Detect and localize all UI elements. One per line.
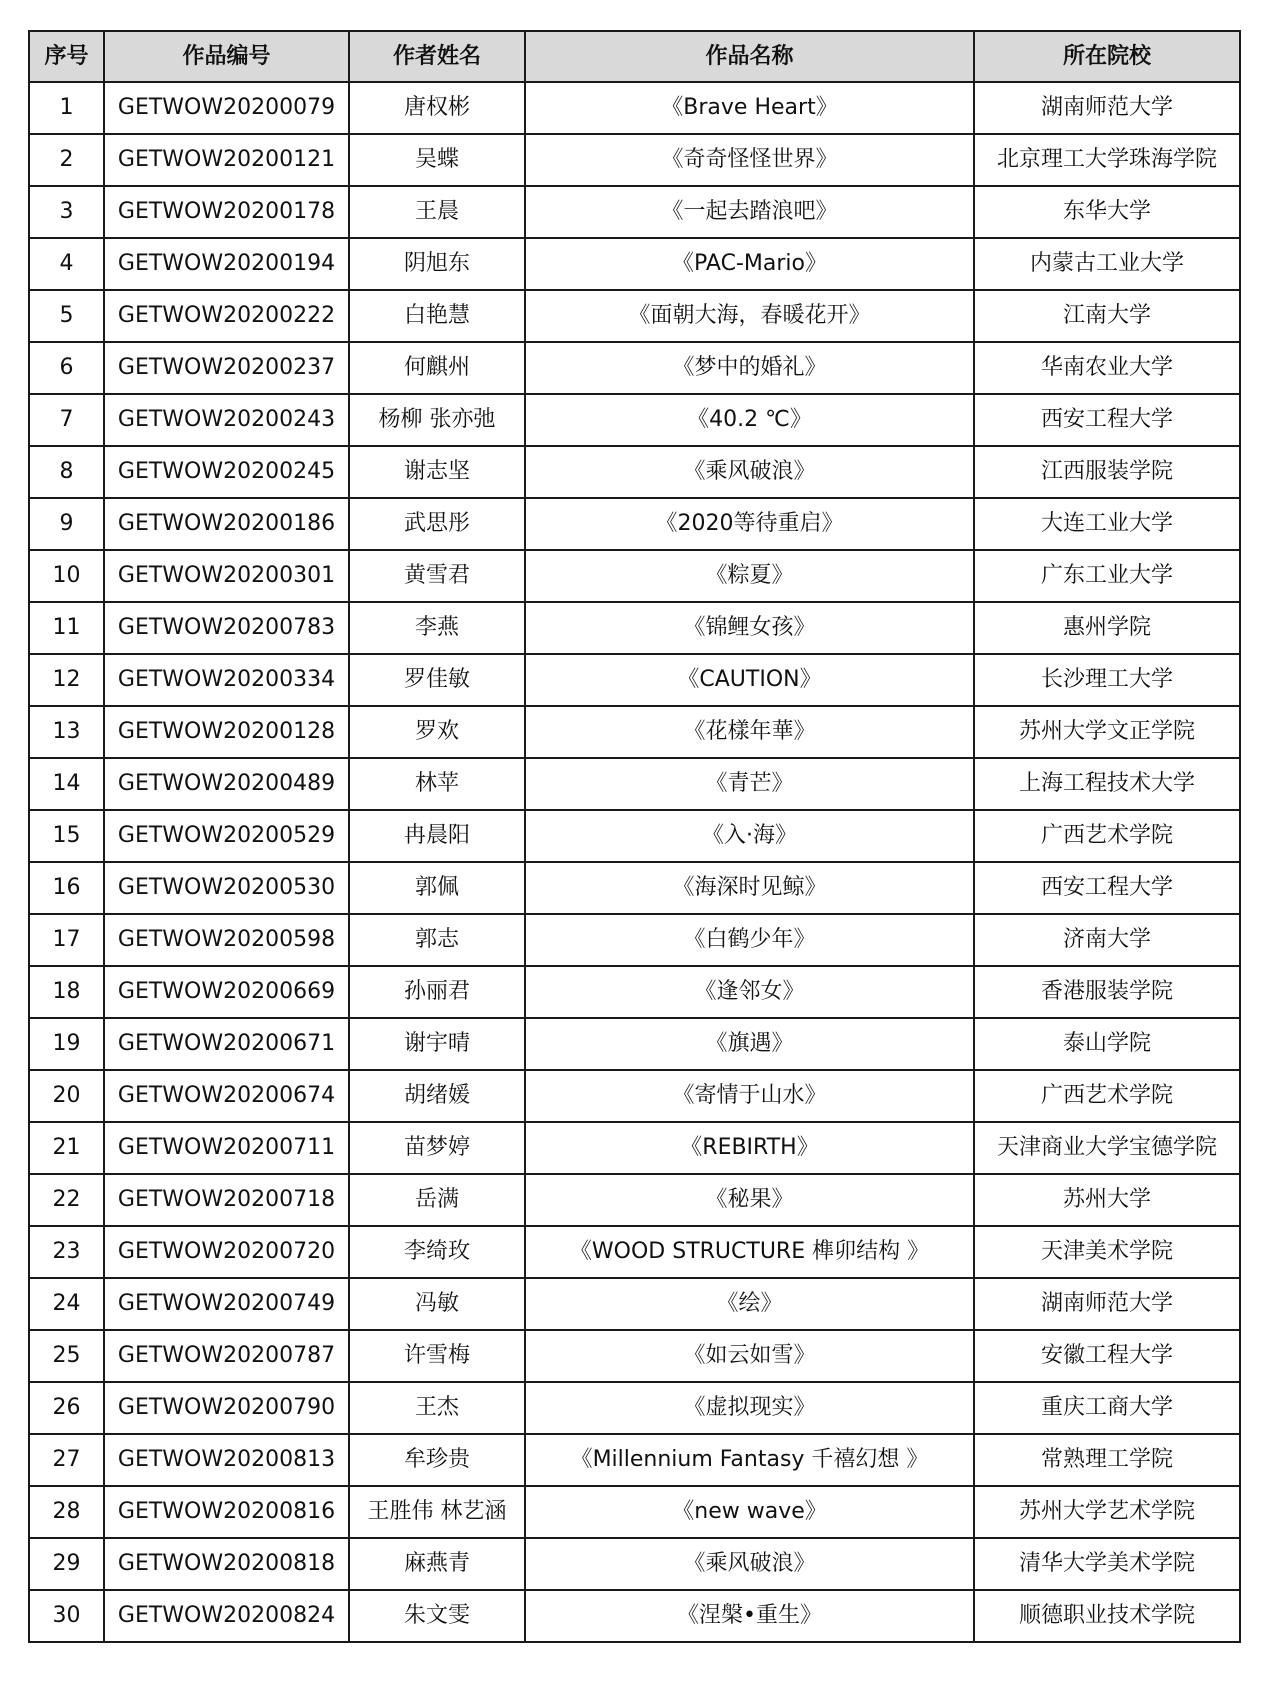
table-row — [29, 706, 1240, 758]
cell-title: 《涅槃•重生》 — [525, 1590, 974, 1642]
cell-code: GETWOW20200186 — [104, 498, 349, 550]
cell-school: 江西服装学院 — [974, 446, 1240, 498]
cell-no: 30 — [29, 1590, 104, 1642]
header-school: 所在院校 — [974, 31, 1240, 82]
cell-code: GETWOW20200824 — [104, 1590, 349, 1642]
table-body — [29, 82, 1240, 1642]
cell-school: 安徽工程大学 — [974, 1330, 1240, 1382]
cell-school: 江南大学 — [974, 290, 1240, 342]
table-row — [29, 758, 1240, 810]
cell-title: 《海深时见鲸》 — [525, 862, 974, 914]
cell-school: 内蒙古工业大学 — [974, 238, 1240, 290]
cell-code: GETWOW20200243 — [104, 394, 349, 446]
table-row — [29, 1018, 1240, 1070]
cell-code: GETWOW20200529 — [104, 810, 349, 862]
cell-no: 9 — [29, 498, 104, 550]
cell-school: 湖南师范大学 — [974, 1278, 1240, 1330]
cell-author: 武思彤 — [349, 498, 525, 550]
cell-school: 惠州学院 — [974, 602, 1240, 654]
table-row — [29, 1122, 1240, 1174]
cell-author: 李燕 — [349, 602, 525, 654]
cell-no: 13 — [29, 706, 104, 758]
cell-author: 朱文雯 — [349, 1590, 525, 1642]
cell-no: 29 — [29, 1538, 104, 1590]
cell-school: 大连工业大学 — [974, 498, 1240, 550]
cell-no: 26 — [29, 1382, 104, 1434]
cell-school: 广西艺术学院 — [974, 810, 1240, 862]
cell-school: 西安工程大学 — [974, 394, 1240, 446]
cell-author: 冯敏 — [349, 1278, 525, 1330]
cell-title: 《奇奇怪怪世界》 — [525, 134, 974, 186]
cell-school: 东华大学 — [974, 186, 1240, 238]
cell-code: GETWOW20200749 — [104, 1278, 349, 1330]
cell-author: 岳满 — [349, 1174, 525, 1226]
cell-school: 广东工业大学 — [974, 550, 1240, 602]
cell-title: 《CAUTION》 — [525, 654, 974, 706]
table-row — [29, 862, 1240, 914]
cell-no: 20 — [29, 1070, 104, 1122]
table-row — [29, 1486, 1240, 1538]
cell-no: 22 — [29, 1174, 104, 1226]
header-no: 序号 — [29, 31, 104, 82]
cell-title: 《面朝大海，春暖花开》 — [525, 290, 974, 342]
cell-title: 《秘果》 — [525, 1174, 974, 1226]
cell-school: 华南农业大学 — [974, 342, 1240, 394]
table-row — [29, 290, 1240, 342]
cell-author: 李绮玫 — [349, 1226, 525, 1278]
cell-code: GETWOW20200818 — [104, 1538, 349, 1590]
cell-title: 《WOOD STRUCTURE 榫卯结构 》 — [525, 1226, 974, 1278]
cell-code: GETWOW20200128 — [104, 706, 349, 758]
table-row — [29, 1226, 1240, 1278]
cell-title: 《锦鲤女孩》 — [525, 602, 974, 654]
cell-title: 《乘风破浪》 — [525, 446, 974, 498]
table-row — [29, 602, 1240, 654]
table-row — [29, 342, 1240, 394]
table-row — [29, 654, 1240, 706]
cell-title: 《逢邻女》 — [525, 966, 974, 1018]
cell-code: GETWOW20200489 — [104, 758, 349, 810]
cell-author: 王晨 — [349, 186, 525, 238]
table-row — [29, 1382, 1240, 1434]
cell-school: 天津美术学院 — [974, 1226, 1240, 1278]
cell-code: GETWOW20200674 — [104, 1070, 349, 1122]
cell-title: 《花樣年華》 — [525, 706, 974, 758]
table-row — [29, 498, 1240, 550]
cell-author: 唐权彬 — [349, 82, 525, 134]
cell-school: 天津商业大学宝德学院 — [974, 1122, 1240, 1174]
cell-code: GETWOW20200718 — [104, 1174, 349, 1226]
cell-no: 17 — [29, 914, 104, 966]
cell-author: 郭志 — [349, 914, 525, 966]
cell-no: 7 — [29, 394, 104, 446]
cell-code: GETWOW20200813 — [104, 1434, 349, 1486]
cell-code: GETWOW20200222 — [104, 290, 349, 342]
cell-author: 冉晨阳 — [349, 810, 525, 862]
cell-title: 《Millennium Fantasy 千禧幻想 》 — [525, 1434, 974, 1486]
cell-code: GETWOW20200711 — [104, 1122, 349, 1174]
cell-title: 《一起去踏浪吧》 — [525, 186, 974, 238]
table-row — [29, 1174, 1240, 1226]
cell-title: 《旗遇》 — [525, 1018, 974, 1070]
cell-school: 香港服装学院 — [974, 966, 1240, 1018]
header-author: 作者姓名 — [349, 31, 525, 82]
cell-school: 苏州大学 — [974, 1174, 1240, 1226]
cell-title: 《虚拟现实》 — [525, 1382, 974, 1434]
table-row — [29, 1330, 1240, 1382]
table-row — [29, 186, 1240, 238]
cell-author: 苗梦婷 — [349, 1122, 525, 1174]
cell-no: 16 — [29, 862, 104, 914]
cell-author: 麻燕青 — [349, 1538, 525, 1590]
cell-no: 11 — [29, 602, 104, 654]
cell-title: 《乘风破浪》 — [525, 1538, 974, 1590]
cell-author: 何麒州 — [349, 342, 525, 394]
cell-title: 《REBIRTH》 — [525, 1122, 974, 1174]
cell-no: 14 — [29, 758, 104, 810]
cell-code: GETWOW20200178 — [104, 186, 349, 238]
cell-no: 18 — [29, 966, 104, 1018]
cell-no: 6 — [29, 342, 104, 394]
cell-code: GETWOW20200194 — [104, 238, 349, 290]
cell-author: 罗欢 — [349, 706, 525, 758]
cell-author: 王杰 — [349, 1382, 525, 1434]
cell-school: 苏州大学文正学院 — [974, 706, 1240, 758]
cell-title: 《寄情于山水》 — [525, 1070, 974, 1122]
cell-code: GETWOW20200790 — [104, 1382, 349, 1434]
cell-code: GETWOW20200121 — [104, 134, 349, 186]
cell-school: 湖南师范大学 — [974, 82, 1240, 134]
table-row — [29, 1070, 1240, 1122]
cell-author: 胡绪媛 — [349, 1070, 525, 1122]
cell-no: 12 — [29, 654, 104, 706]
table-header — [29, 31, 1240, 82]
cell-code: GETWOW20200334 — [104, 654, 349, 706]
cell-code: GETWOW20200237 — [104, 342, 349, 394]
cell-author: 谢志坚 — [349, 446, 525, 498]
table-row — [29, 1590, 1240, 1642]
cell-title: 《new wave》 — [525, 1486, 974, 1538]
cell-author: 罗佳敏 — [349, 654, 525, 706]
cell-no: 24 — [29, 1278, 104, 1330]
cell-school: 苏州大学艺术学院 — [974, 1486, 1240, 1538]
cell-no: 28 — [29, 1486, 104, 1538]
cell-author: 牟珍贵 — [349, 1434, 525, 1486]
cell-author: 孙丽君 — [349, 966, 525, 1018]
cell-author: 林苹 — [349, 758, 525, 810]
cell-title: 《如云如雪》 — [525, 1330, 974, 1382]
cell-code: GETWOW20200245 — [104, 446, 349, 498]
cell-code: GETWOW20200720 — [104, 1226, 349, 1278]
cell-title: 《PAC-Mario》 — [525, 238, 974, 290]
cell-no: 2 — [29, 134, 104, 186]
cell-no: 3 — [29, 186, 104, 238]
cell-school: 济南大学 — [974, 914, 1240, 966]
table-row — [29, 394, 1240, 446]
cell-author: 郭佩 — [349, 862, 525, 914]
cell-author: 吴蝶 — [349, 134, 525, 186]
cell-code: GETWOW20200079 — [104, 82, 349, 134]
cell-school: 北京理工大学珠海学院 — [974, 134, 1240, 186]
cell-title: 《青芒》 — [525, 758, 974, 810]
cell-author: 王胜伟 林艺涵 — [349, 1486, 525, 1538]
table-row — [29, 82, 1240, 134]
cell-author: 阴旭东 — [349, 238, 525, 290]
cell-school: 清华大学美术学院 — [974, 1538, 1240, 1590]
cell-title: 《梦中的婚礼》 — [525, 342, 974, 394]
table-row — [29, 134, 1240, 186]
cell-code: GETWOW20200787 — [104, 1330, 349, 1382]
cell-code: GETWOW20200598 — [104, 914, 349, 966]
cell-school: 西安工程大学 — [974, 862, 1240, 914]
cell-school: 泰山学院 — [974, 1018, 1240, 1070]
cell-no: 1 — [29, 82, 104, 134]
cell-author: 许雪梅 — [349, 1330, 525, 1382]
cell-no: 15 — [29, 810, 104, 862]
cell-school: 常熟理工学院 — [974, 1434, 1240, 1486]
cell-title: 《Brave Heart》 — [525, 82, 974, 134]
cell-title: 《40.2 ℃》 — [525, 394, 974, 446]
cell-no: 23 — [29, 1226, 104, 1278]
cell-title: 《粽夏》 — [525, 550, 974, 602]
cell-code: GETWOW20200816 — [104, 1486, 349, 1538]
cell-school: 顺德职业技术学院 — [974, 1590, 1240, 1642]
cell-no: 4 — [29, 238, 104, 290]
table-row — [29, 1434, 1240, 1486]
cell-title: 《绘》 — [525, 1278, 974, 1330]
cell-no: 27 — [29, 1434, 104, 1486]
cell-author: 黄雪君 — [349, 550, 525, 602]
cell-school: 长沙理工大学 — [974, 654, 1240, 706]
table-row — [29, 550, 1240, 602]
cell-school: 上海工程技术大学 — [974, 758, 1240, 810]
cell-school: 重庆工商大学 — [974, 1382, 1240, 1434]
table-row — [29, 966, 1240, 1018]
cell-code: GETWOW20200530 — [104, 862, 349, 914]
cell-author: 谢宇晴 — [349, 1018, 525, 1070]
cell-no: 21 — [29, 1122, 104, 1174]
cell-code: GETWOW20200301 — [104, 550, 349, 602]
cell-title: 《白鹤少年》 — [525, 914, 974, 966]
table-row — [29, 1278, 1240, 1330]
cell-title: 《入·海》 — [525, 810, 974, 862]
table-row — [29, 810, 1240, 862]
cell-code: GETWOW20200783 — [104, 602, 349, 654]
header-row — [29, 31, 1240, 82]
cell-title: 《2020等待重启》 — [525, 498, 974, 550]
table-row — [29, 1538, 1240, 1590]
cell-no: 5 — [29, 290, 104, 342]
table-row — [29, 446, 1240, 498]
cell-no: 25 — [29, 1330, 104, 1382]
table-row — [29, 914, 1240, 966]
cell-author: 白艳慧 — [349, 290, 525, 342]
table-row — [29, 238, 1240, 290]
cell-author: 杨柳 张亦弛 — [349, 394, 525, 446]
cell-code: GETWOW20200671 — [104, 1018, 349, 1070]
header-code: 作品编号 — [104, 31, 349, 82]
cell-no: 8 — [29, 446, 104, 498]
cell-code: GETWOW20200669 — [104, 966, 349, 1018]
cell-no: 19 — [29, 1018, 104, 1070]
header-title: 作品名称 — [525, 31, 974, 82]
works-table — [28, 30, 1241, 1643]
cell-no: 10 — [29, 550, 104, 602]
cell-school: 广西艺术学院 — [974, 1070, 1240, 1122]
